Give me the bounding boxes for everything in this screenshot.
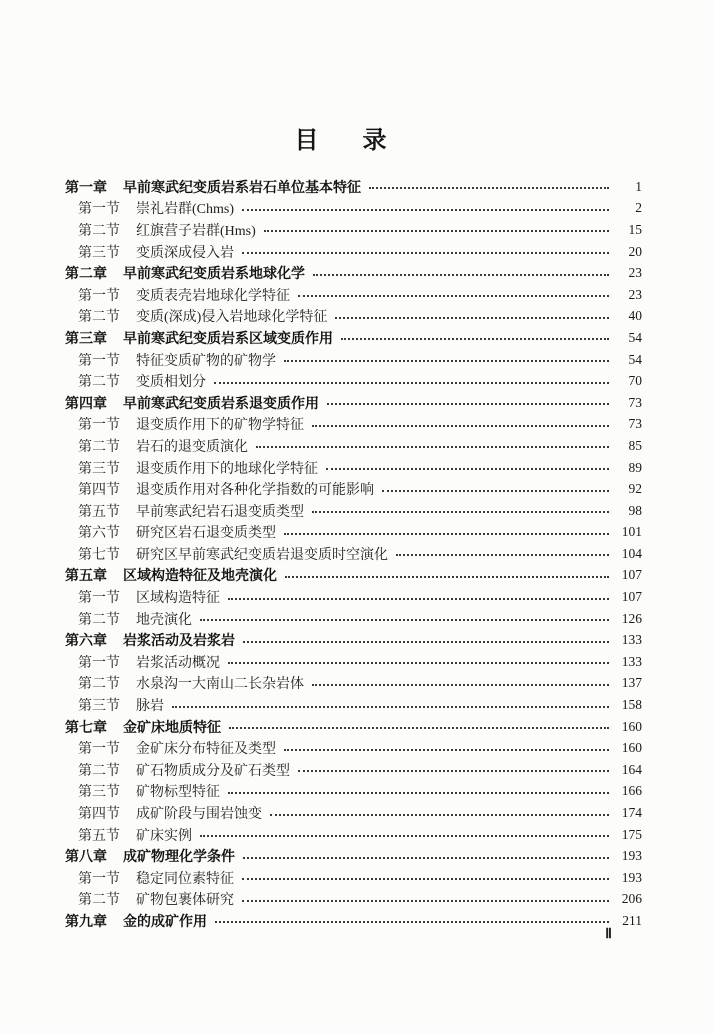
toc-entry [65, 759, 642, 781]
toc-entry-title: 变质深成侵入岩 [136, 245, 234, 261]
toc-entry-label: 第三节 [78, 785, 120, 801]
toc-entry-page: 89 [628, 459, 642, 475]
toc-entry-page: 158 [621, 697, 642, 713]
toc-entry-page: 174 [621, 805, 642, 821]
toc-entry-page: 73 [628, 416, 642, 432]
toc-entry-title: 矿物标型特征 [136, 785, 220, 801]
toc-entry-label: 第五章 [65, 567, 107, 584]
toc-entry [65, 824, 642, 846]
toc-entry-title: 研究区早前寒武纪变质岩退变质时空演化 [136, 547, 388, 563]
toc-entry [65, 694, 642, 716]
dot-leader [215, 921, 609, 923]
toc-entry-page: 2 [635, 200, 642, 216]
toc-entry-title: 崇礼岩群(Chms) [136, 202, 234, 218]
toc-entry-label: 第一节 [78, 202, 120, 218]
toc-entry [65, 716, 642, 738]
toc-entry-page: 175 [621, 826, 642, 842]
toc-entry-title: 岩浆活动及岩浆岩 [123, 632, 235, 649]
toc-entry [65, 435, 642, 457]
toc-entry-title: 金矿床分布特征及类型 [136, 742, 276, 758]
toc-entry-label: 第一节 [78, 742, 120, 758]
dot-leader [396, 554, 609, 556]
toc-entry-title: 早前寒武纪变质岩系退变质作用 [123, 394, 319, 411]
toc-entry [65, 284, 642, 306]
toc-entry-page: 211 [622, 912, 642, 928]
toc-entry [65, 543, 642, 565]
toc-entry-page: 23 [628, 286, 642, 302]
toc-entry-title: 变质(深成)侵入岩地球化学特征 [136, 310, 328, 326]
dot-leader [214, 382, 609, 384]
toc-entry-label: 第一节 [78, 871, 120, 887]
toc-entry-title: 稳定同位素特征 [136, 871, 234, 887]
toc-entry [65, 651, 642, 673]
dot-leader [369, 187, 609, 189]
toc-entry-label: 第九章 [65, 912, 107, 929]
dot-leader [242, 252, 609, 254]
toc-entry [65, 889, 642, 911]
toc-entry-title: 脉岩 [136, 699, 164, 715]
toc-entry-label: 第二节 [78, 375, 120, 391]
toc-entry-label: 第一章 [65, 178, 107, 195]
dot-leader [312, 684, 609, 686]
toc-entry-page: 92 [628, 481, 642, 497]
toc-entry-title: 区域构造特征及地壳演化 [123, 567, 277, 584]
dot-leader [242, 878, 609, 880]
toc-entry [65, 370, 642, 392]
toc-entry-title: 成矿阶段与围岩蚀变 [136, 807, 262, 823]
toc-entry [65, 198, 642, 220]
toc-entry-label: 第三节 [78, 245, 120, 261]
toc-entry [65, 457, 642, 479]
dot-leader [313, 274, 609, 276]
toc-entry-title: 退变质作用下的矿物学特征 [136, 418, 304, 434]
toc-entry-title: 早前寒武纪变质岩系地球化学 [123, 265, 305, 282]
toc-entry-page: 137 [621, 675, 642, 691]
dot-leader [229, 727, 609, 729]
toc-entry-label: 第四章 [65, 394, 107, 411]
toc-entry-page: 54 [628, 329, 642, 345]
dot-leader [243, 641, 609, 643]
toc-entry-title: 早前寒武纪岩石退变质类型 [136, 504, 304, 520]
toc-entry-label: 第五节 [78, 828, 120, 844]
toc-entry [65, 414, 642, 436]
toc-entry-title: 水泉沟一大南山二长杂岩体 [136, 677, 304, 693]
toc-entry-title: 矿石物质成分及矿石类型 [136, 763, 290, 779]
toc-entry [65, 176, 642, 198]
toc-entry-page: 54 [628, 351, 642, 367]
toc-entry [65, 262, 642, 284]
toc-entry-label: 第三节 [78, 699, 120, 715]
toc-entry-title: 金的成矿作用 [123, 912, 207, 929]
toc-entry-page: 160 [621, 740, 642, 756]
toc-entry-label: 第二节 [78, 763, 120, 779]
toc-entry-page: 206 [621, 891, 642, 907]
toc-entry [65, 586, 642, 608]
toc-list [65, 176, 642, 932]
toc-entry-label: 第二节 [78, 612, 120, 628]
page-number-marker: Ⅱ [605, 927, 612, 942]
dot-leader [312, 511, 609, 513]
toc-entry [65, 500, 642, 522]
dot-leader [341, 338, 609, 340]
toc-entry-page: 133 [621, 632, 642, 648]
toc-entry [65, 737, 642, 759]
dot-leader [228, 598, 609, 600]
toc-entry-page: 107 [621, 567, 642, 583]
toc-entry-label: 第二节 [78, 223, 120, 239]
toc-entry-label: 第二节 [78, 310, 120, 326]
toc-entry-page: 166 [621, 783, 642, 799]
toc-entry-title: 岩浆活动概况 [136, 655, 220, 671]
toc-entry-page: 15 [628, 221, 642, 237]
toc-entry-label: 第五节 [78, 504, 120, 520]
toc-entry [65, 241, 642, 263]
toc-entry-label: 第八章 [65, 848, 107, 865]
toc-entry-page: 23 [628, 265, 642, 281]
toc-entry [65, 219, 642, 241]
dot-leader [285, 576, 609, 578]
toc-entry [65, 608, 642, 630]
dot-leader [284, 360, 609, 362]
toc-entry [65, 522, 642, 544]
toc-entry-page: 1 [635, 178, 642, 194]
page-title [52, 120, 629, 155]
toc-entry-label: 第一节 [78, 418, 120, 434]
toc-entry-page: 73 [628, 394, 642, 410]
toc-entry-label: 第四节 [78, 807, 120, 823]
toc-entry-label: 第六章 [65, 632, 107, 649]
toc-entry-title: 矿物包裹体研究 [136, 893, 234, 909]
dot-leader [242, 209, 609, 211]
dot-leader [284, 533, 609, 535]
toc-entry-title: 早前寒武纪变质岩系岩石单位基本特征 [123, 178, 361, 195]
toc-entry [65, 673, 642, 695]
dot-leader [312, 425, 609, 427]
toc-entry-page: 104 [621, 545, 642, 561]
toc-entry-title: 岩石的退变质演化 [136, 439, 248, 455]
toc-entry-page: 164 [621, 761, 642, 777]
dot-leader [228, 662, 609, 664]
toc-entry [65, 392, 642, 414]
toc-entry [65, 802, 642, 824]
toc-entry-title: 成矿物理化学条件 [123, 848, 235, 865]
dot-leader [382, 490, 609, 492]
dot-leader [200, 835, 609, 837]
toc-entry-label: 第一节 [78, 655, 120, 671]
toc-entry-page: 20 [628, 243, 642, 259]
toc-entry-title: 变质相划分 [136, 375, 206, 391]
toc-entry-page: 107 [621, 589, 642, 605]
toc-entry [65, 306, 642, 328]
dot-leader [172, 706, 609, 708]
toc-entry-page: 160 [621, 718, 642, 734]
toc-entry-page: 85 [628, 437, 642, 453]
toc-entry-page: 70 [628, 373, 642, 389]
toc-entry-title: 红旗营子岩群(Hms) [136, 223, 256, 239]
toc-entry-title: 退变质作用下的地球化学特征 [136, 461, 318, 477]
toc-entry-label: 第一节 [78, 288, 120, 304]
toc-entry-page: 133 [621, 653, 642, 669]
toc-entry-label: 第四节 [78, 483, 120, 499]
toc-entry-label: 第一节 [78, 353, 120, 369]
dot-leader [326, 468, 609, 470]
dot-leader [242, 900, 609, 902]
toc-entry-title: 特征变质矿物的矿物学 [136, 353, 276, 369]
toc-entry-title: 退变质作用对各种化学指数的可能影响 [136, 483, 374, 499]
toc-entry-label: 第七节 [78, 547, 120, 563]
toc-entry-page: 126 [621, 610, 642, 626]
toc-entry-title: 金矿床地质特征 [123, 718, 221, 735]
title-char-right: 录 [362, 127, 387, 154]
toc-entry-title: 区域构造特征 [136, 591, 220, 607]
toc-entry [65, 478, 642, 500]
dot-leader [256, 446, 609, 448]
toc-entry-page: 98 [628, 502, 642, 518]
dot-leader [335, 317, 609, 319]
toc-entry [65, 910, 642, 932]
toc-entry [65, 867, 642, 889]
toc-entry [65, 781, 642, 803]
dot-leader [264, 230, 609, 232]
toc-entry [65, 565, 642, 587]
title-char-left: 目 [294, 127, 319, 154]
toc-entry-title: 早前寒武纪变质岩系区域变质作用 [123, 329, 333, 346]
toc-entry-page: 193 [621, 869, 642, 885]
dot-leader [298, 295, 609, 297]
toc-entry-label: 第六节 [78, 526, 120, 542]
dot-leader [270, 814, 609, 816]
toc-entry-title: 地壳演化 [136, 612, 192, 628]
toc-entry-label: 第三节 [78, 461, 120, 477]
toc-entry-label: 第一节 [78, 591, 120, 607]
dot-leader [243, 857, 609, 859]
toc-entry-page: 193 [621, 848, 642, 864]
toc-entry-label: 第七章 [65, 718, 107, 735]
toc-entry-page: 101 [621, 524, 642, 540]
toc-entry-title: 矿床实例 [136, 828, 192, 844]
toc-entry-title: 变质表壳岩地球化学特征 [136, 288, 290, 304]
toc-entry [65, 845, 642, 867]
dot-leader [298, 770, 609, 772]
toc-entry-label: 第二章 [65, 265, 107, 282]
dot-leader [284, 749, 609, 751]
toc-entry-title: 研究区岩石退变质类型 [136, 526, 276, 542]
toc-entry [65, 327, 642, 349]
toc-entry-label: 第二节 [78, 439, 120, 455]
toc-entry [65, 629, 642, 651]
toc-entry [65, 349, 642, 371]
toc-entry-label: 第二节 [78, 677, 120, 693]
toc-entry-label: 第三章 [65, 329, 107, 346]
dot-leader [327, 403, 609, 405]
toc-entry-page: 40 [628, 308, 642, 324]
dot-leader [200, 619, 609, 621]
dot-leader [228, 792, 609, 794]
toc-entry-label: 第二节 [78, 893, 120, 909]
